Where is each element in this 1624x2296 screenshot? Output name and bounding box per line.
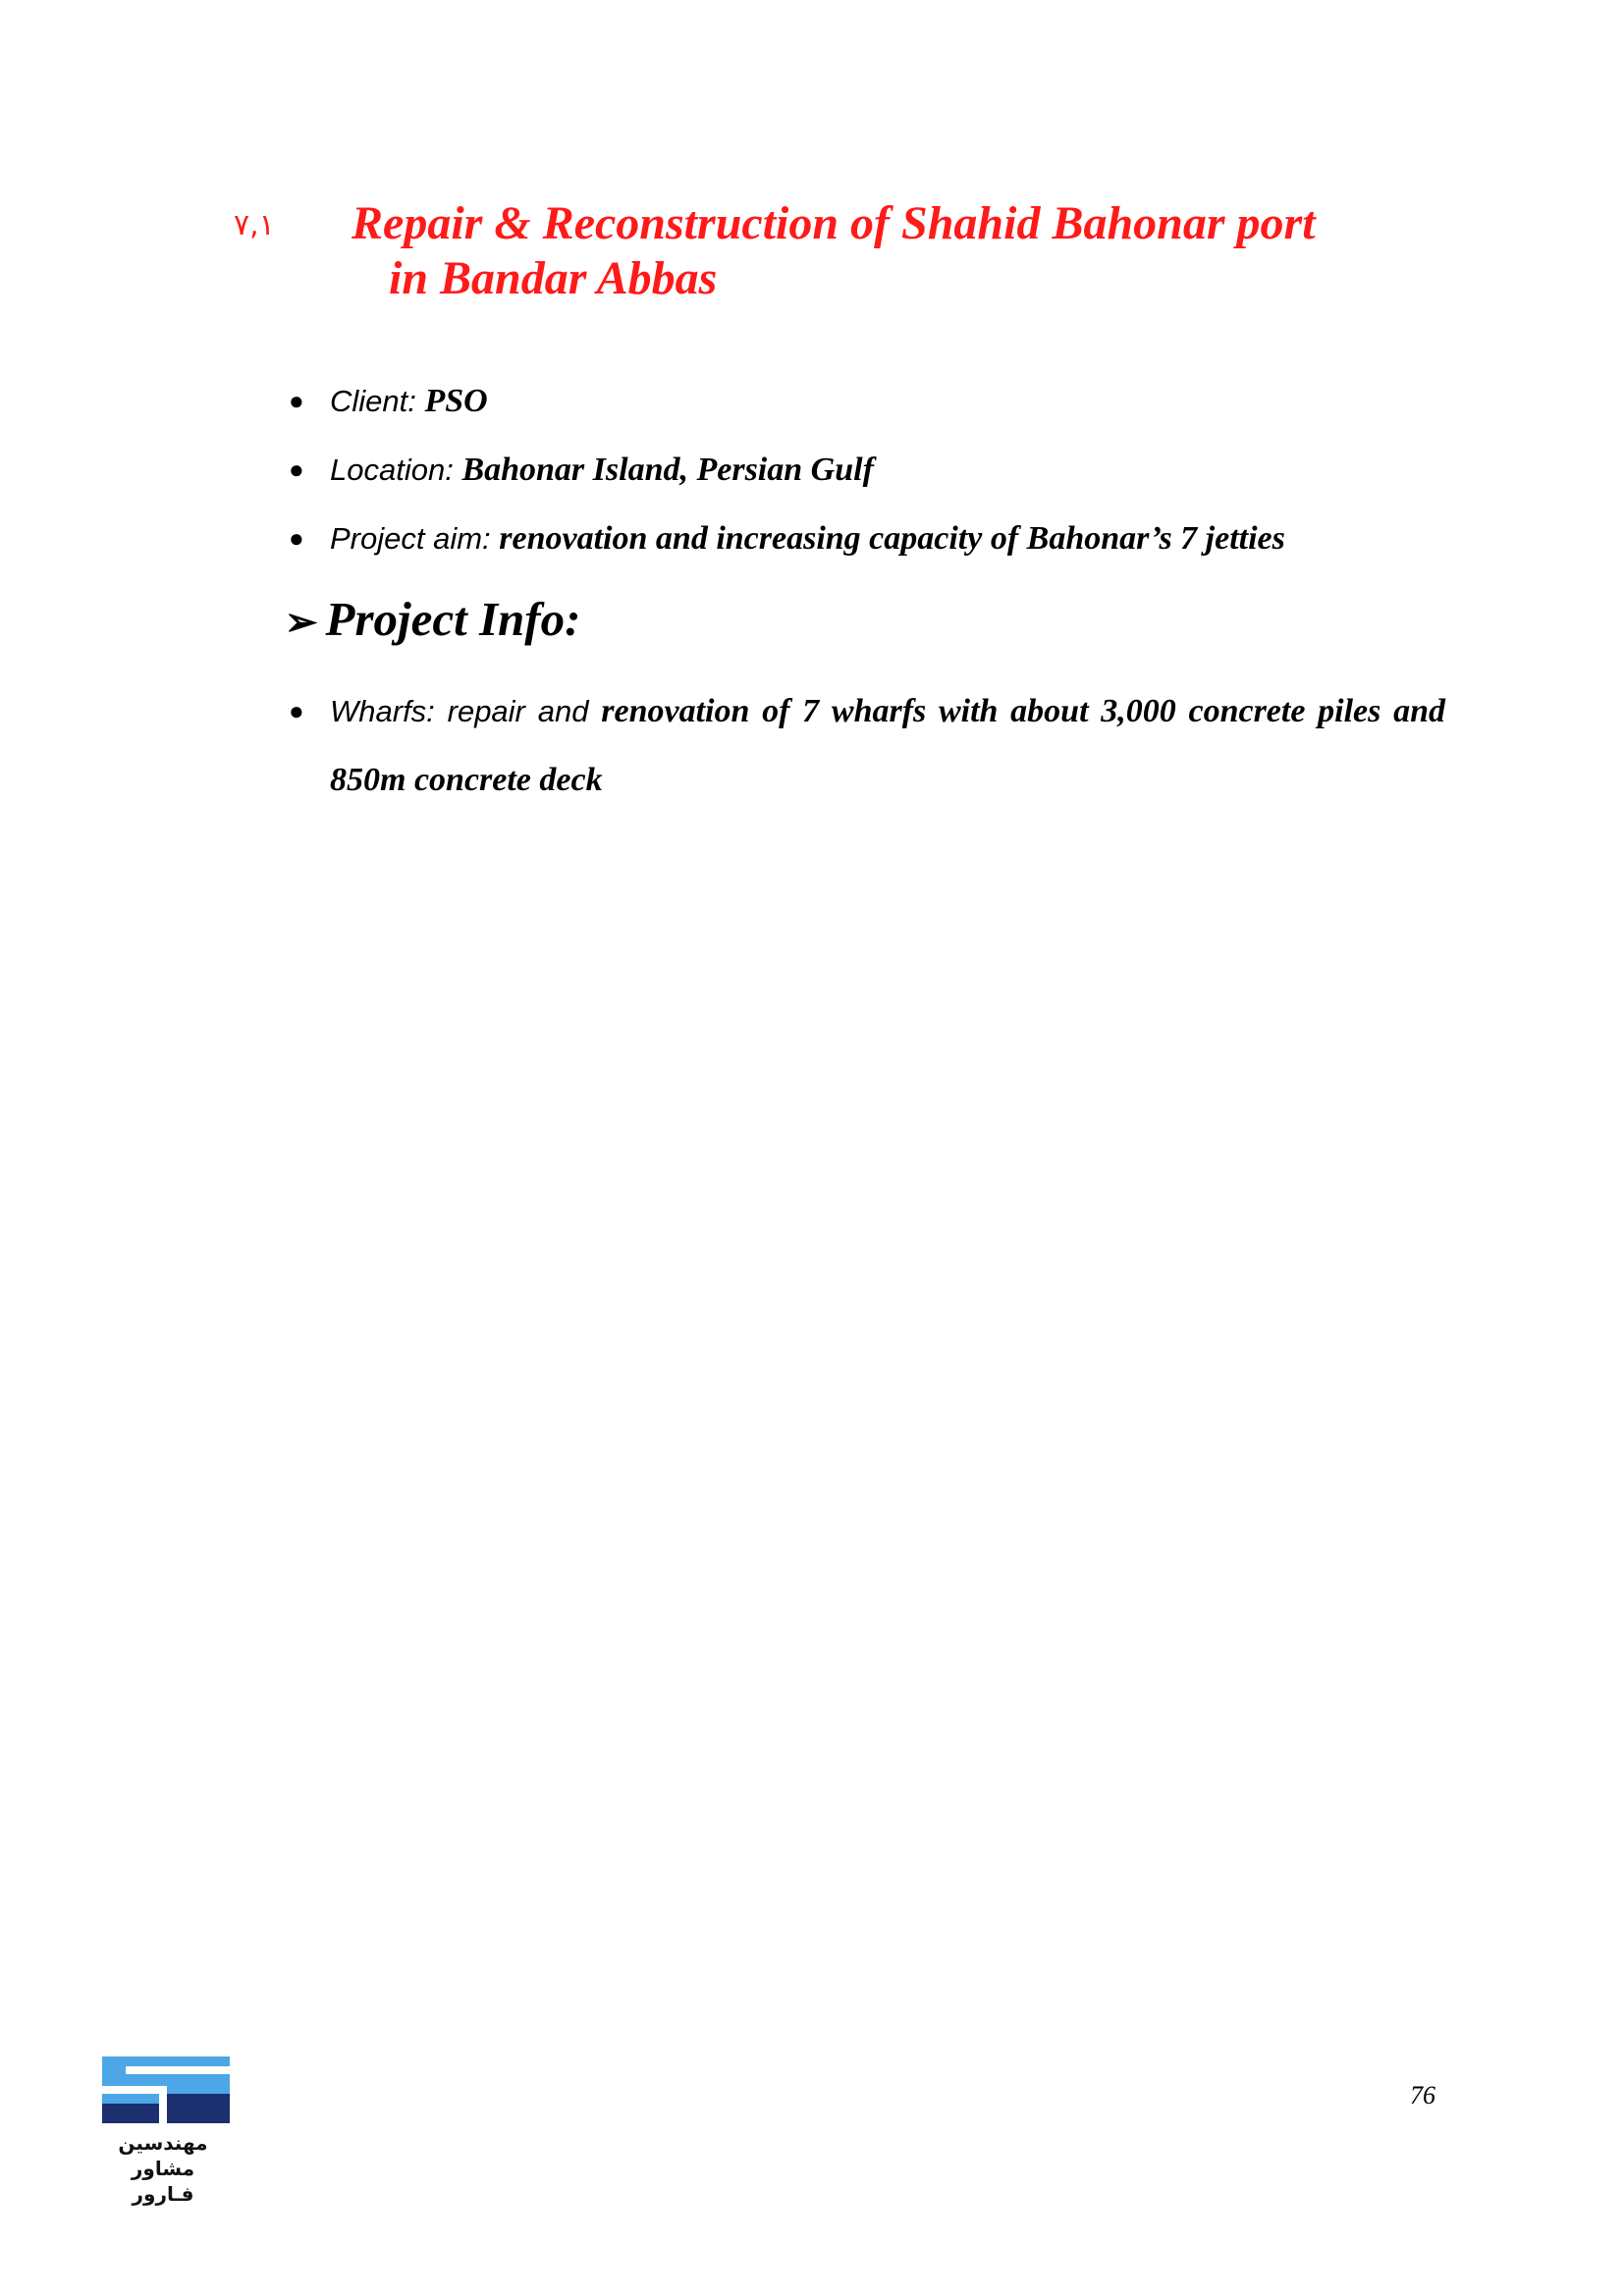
title-line-1: Repair & Reconstruction of Shahid Bahonar port bbox=[352, 197, 1316, 249]
project-info-list bbox=[285, 677, 1445, 815]
location-value: Bahonar Island, Persian Gulf bbox=[461, 452, 874, 488]
logo-top-bar bbox=[126, 2066, 230, 2074]
company-name-line-1: مهندسین مشاور bbox=[118, 2131, 208, 2180]
section-heading bbox=[285, 591, 580, 647]
project-details-list bbox=[285, 380, 1445, 586]
page-number: 76 bbox=[1410, 2081, 1435, 2109]
logo-dark-block bbox=[167, 2094, 230, 2123]
section-number: ۷,۱ bbox=[234, 208, 275, 242]
wharfs-value: renovation of 7 wharfs with about 3,000 concrete piles and 850m concrete deck bbox=[330, 693, 1446, 798]
list-item-wharfs bbox=[285, 677, 1445, 815]
project-aim-value: renovation and increasing capacity of Bahonar’s 7 jetties bbox=[499, 520, 1285, 557]
bullet-icon: ● bbox=[289, 387, 304, 415]
bullet-icon: ● bbox=[289, 697, 304, 725]
company-name-line-2: فـارور bbox=[132, 2182, 194, 2206]
wharfs-label: Wharfs: repair and bbox=[330, 694, 602, 728]
client-label: Client: bbox=[330, 384, 425, 418]
page-title bbox=[352, 196, 1451, 306]
title-line-2: in Bandar Abbas bbox=[389, 252, 718, 304]
arrow-bullet-icon: ➢ bbox=[285, 600, 318, 644]
list-item-client bbox=[285, 380, 1445, 423]
client-value: PSO bbox=[424, 383, 488, 419]
logo-middle-bar bbox=[102, 2086, 159, 2094]
bullet-icon: ● bbox=[289, 524, 304, 553]
company-name bbox=[94, 2130, 232, 2207]
logo-stem bbox=[159, 2086, 167, 2123]
list-item-project-aim bbox=[285, 517, 1445, 561]
project-aim-label: Project aim: bbox=[330, 521, 500, 556]
bullet-icon: ● bbox=[289, 455, 304, 484]
location-label: Location: bbox=[330, 453, 462, 487]
company-logo bbox=[102, 2056, 230, 2123]
logo-light-block bbox=[167, 2074, 210, 2086]
list-item-location bbox=[285, 449, 1445, 492]
section-title: Project Info: bbox=[325, 592, 581, 646]
logo-dark-base bbox=[102, 2104, 159, 2123]
